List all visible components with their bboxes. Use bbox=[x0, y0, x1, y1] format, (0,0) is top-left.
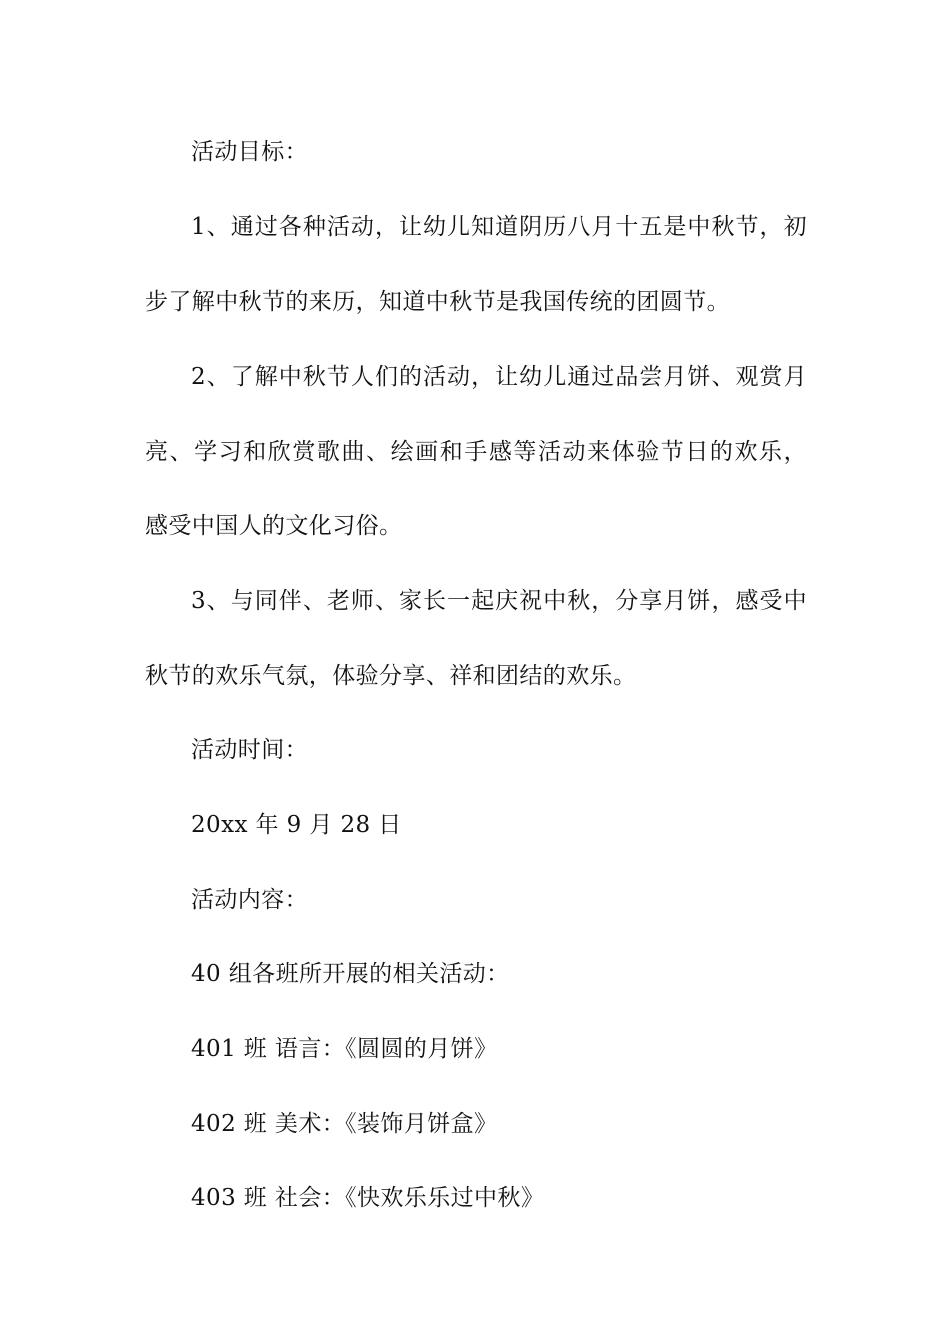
list-item: 403 班 社会：《快欢乐乐过中秋》 bbox=[191, 1185, 545, 1211]
activity-date: 20xx 年 9 月 28 日 bbox=[191, 812, 402, 838]
paragraph-line: 步了解中秋节的来历，知道中秋节是我国传统的团圆节。 bbox=[145, 289, 730, 315]
paragraph-line: 秋节的欢乐气氛，体验分享、祥和团结的欢乐。 bbox=[145, 663, 637, 689]
paragraph-line: 1、通过各种活动，让幼儿知道阴历八月十五是中秋节，初 bbox=[191, 214, 807, 240]
paragraph-line: 亮、学习和欣赏歌曲、绘画和手感等活动来体验节日的欢乐， bbox=[145, 439, 807, 465]
paragraph-line: 40 组各班所开展的相关活动： bbox=[191, 961, 510, 987]
heading-activity-goals: 活动目标： bbox=[191, 139, 308, 165]
list-item: 401 班 语言：《圆圆的月饼》 bbox=[191, 1036, 498, 1062]
paragraph-line: 3、与同伴、老师、家长一起庆祝中秋，分享月饼，感受中 bbox=[191, 588, 807, 614]
list-item: 402 班 美术：《装饰月饼盒》 bbox=[191, 1111, 498, 1137]
heading-activity-content: 活动内容： bbox=[191, 887, 308, 913]
paragraph-line: 感受中国人的文化习俗。 bbox=[145, 513, 403, 539]
paragraph-line: 2、了解中秋节人们的活动，让幼儿通过品尝月饼、观赏月 bbox=[191, 364, 807, 390]
heading-activity-time: 活动时间： bbox=[191, 737, 308, 763]
